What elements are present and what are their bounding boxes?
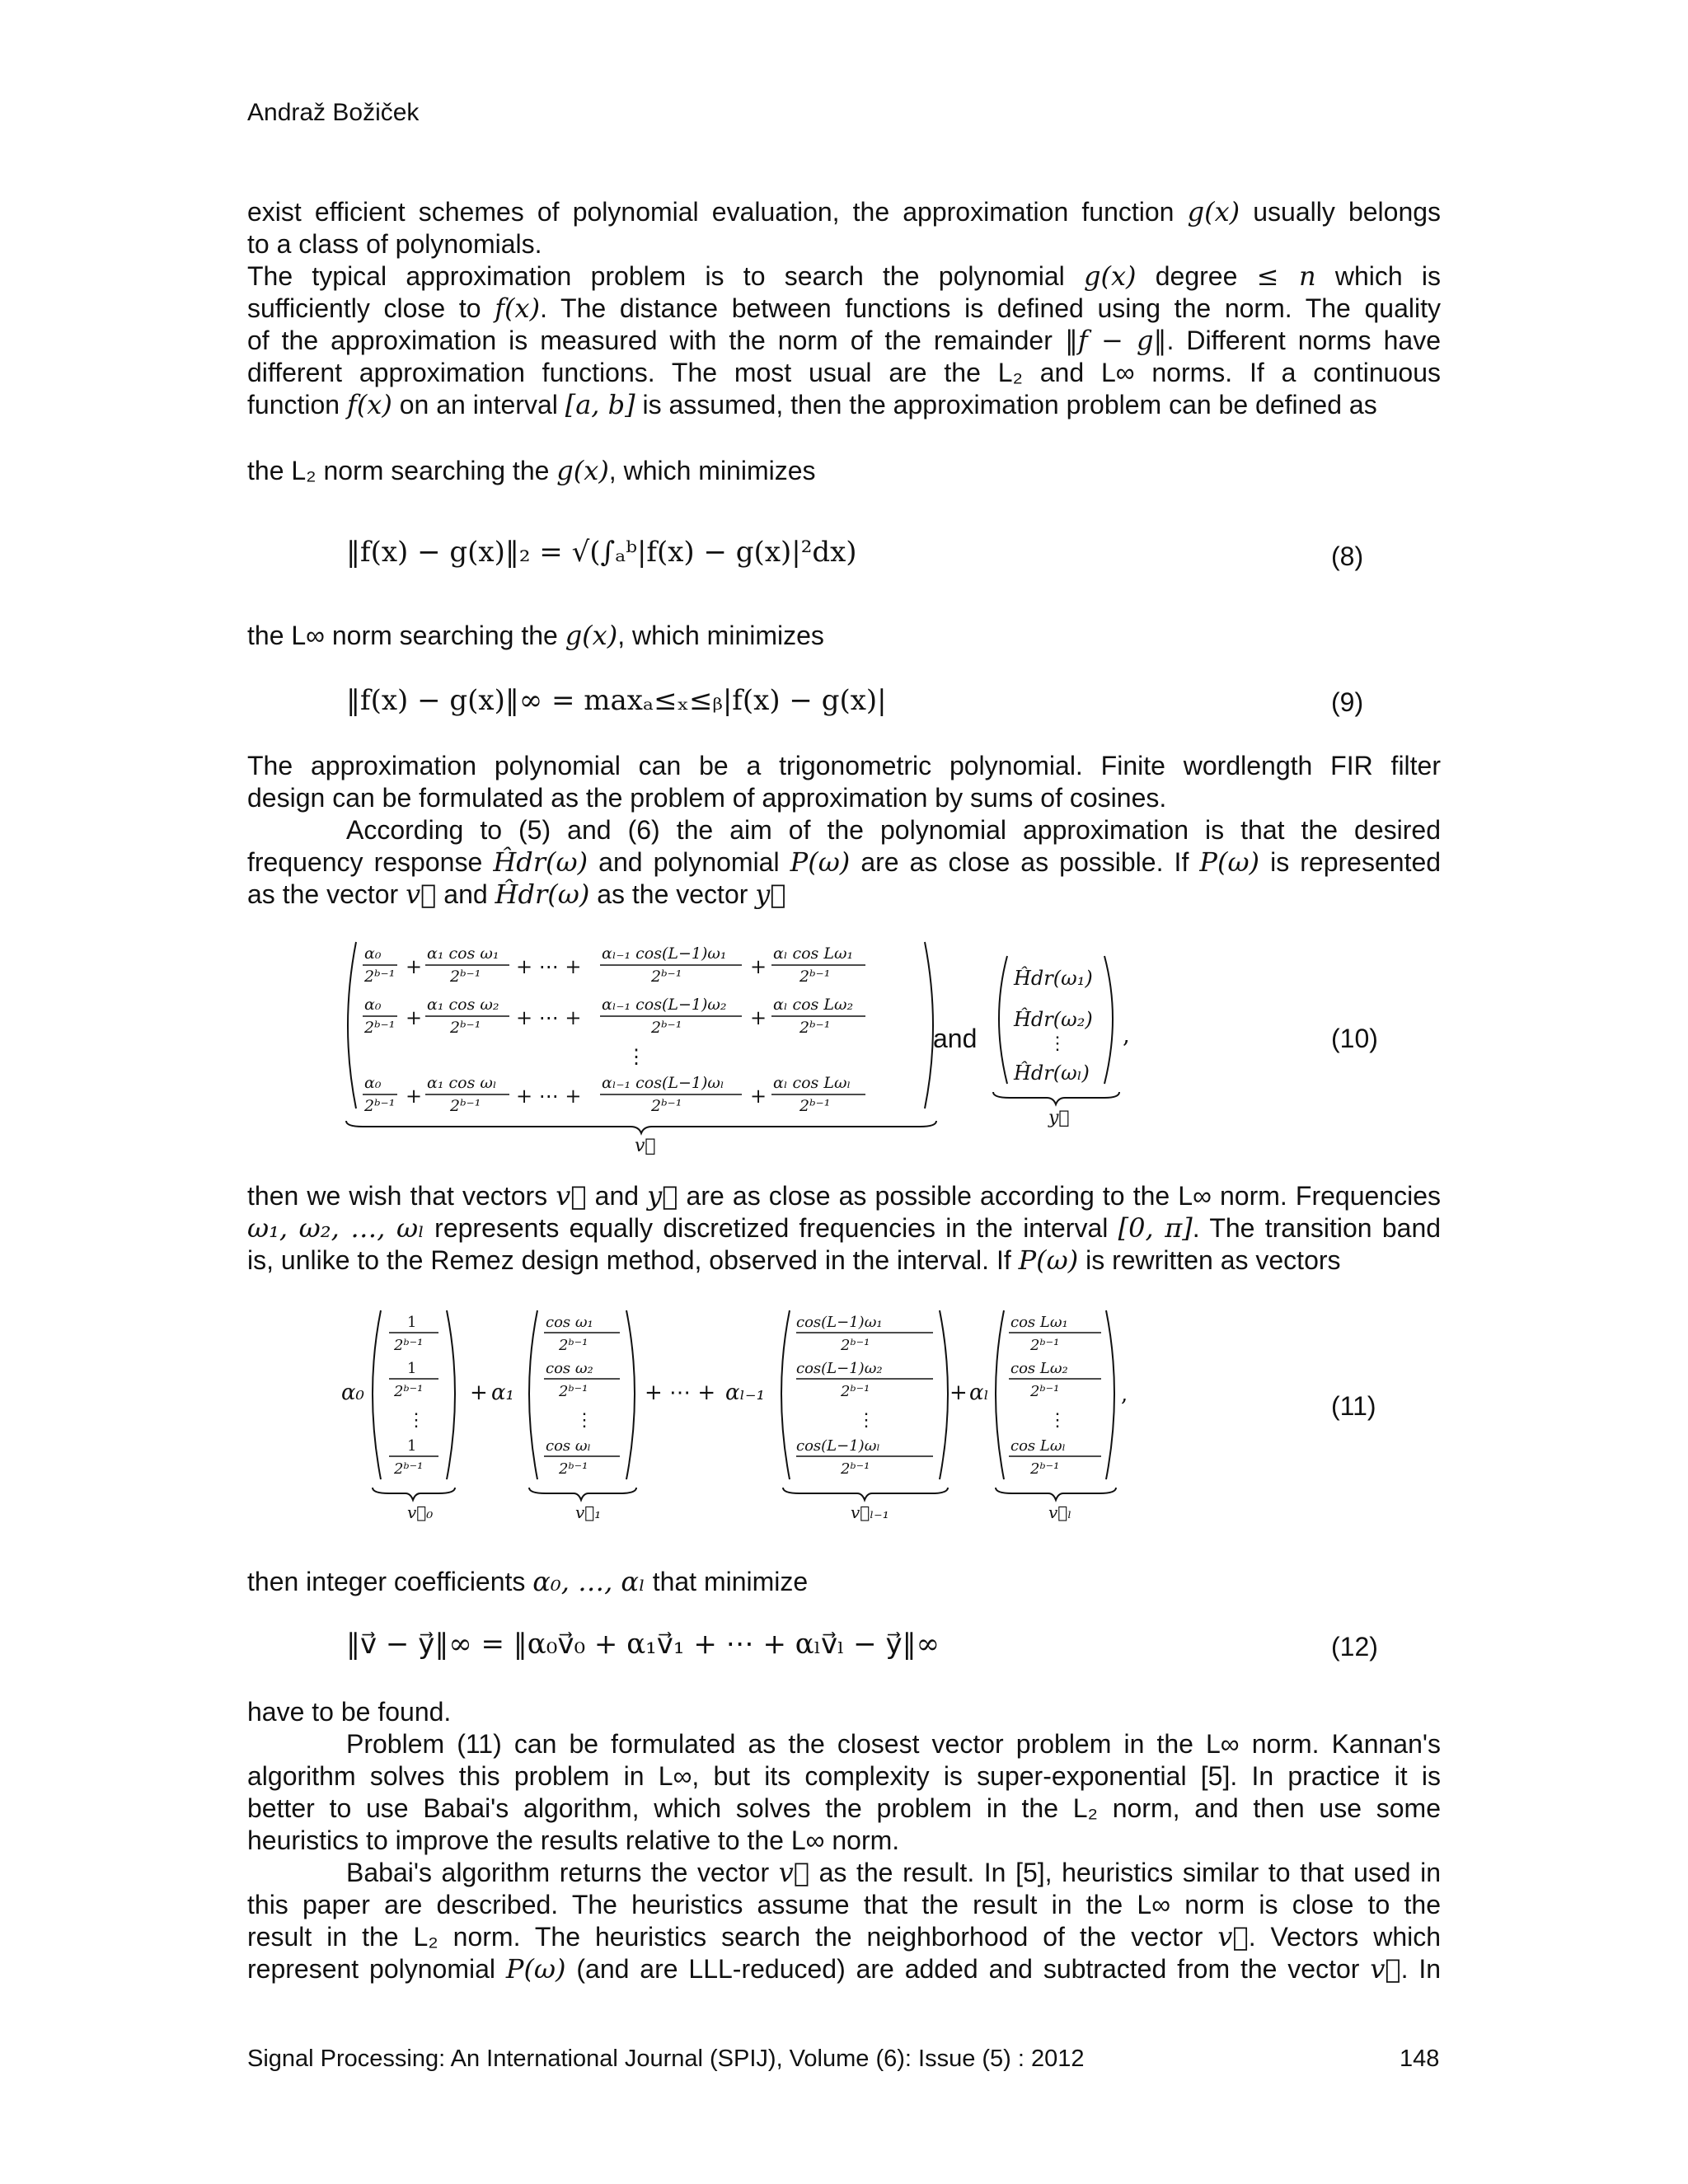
- svg-text:cos Lωₗ: cos Lωₗ: [1010, 1437, 1066, 1455]
- svg-text:v⃗₁: v⃗₁: [575, 1502, 602, 1522]
- equation-11-vectors: [338, 1302, 1129, 1525]
- text-line: as the vector v⃗ and Ĥdr(ω) as the vector y⃗: [247, 879, 786, 910]
- svg-text:cos ωₗ: cos ωₗ: [546, 1437, 591, 1455]
- svg-text:cos Lω₂: cos Lω₂: [1010, 1360, 1068, 1377]
- svg-text:2ᵇ⁻¹: 2ᵇ⁻¹: [394, 1337, 424, 1354]
- svg-text:2ᵇ⁻¹: 2ᵇ⁻¹: [1030, 1383, 1060, 1400]
- svg-text:2ᵇ⁻¹: 2ᵇ⁻¹: [651, 968, 682, 986]
- equation-number-10: (10): [1331, 1024, 1378, 1053]
- equation-number-9: (9): [1331, 687, 1364, 717]
- text-line: frequency response Ĥdr(ω) and polynomial P(ω) are as close as possible. If P(ω) is represented: [247, 846, 1442, 878]
- svg-text:2ᵇ⁻¹: 2ᵇ⁻¹: [841, 1460, 870, 1478]
- svg-text:+: +: [750, 955, 767, 978]
- svg-text:αₗ₋₁ cos(L−1)ω₂: αₗ₋₁ cos(L−1)ω₂: [602, 996, 727, 1014]
- svg-text:+ ⋯ +: + ⋯ +: [645, 1380, 716, 1405]
- svg-text:2ᵇ⁻¹: 2ᵇ⁻¹: [364, 1097, 396, 1115]
- svg-text:2ᵇ⁻¹: 2ᵇ⁻¹: [559, 1383, 588, 1400]
- text-line: Problem (11) can be formulated as the closest vector problem in the L∞ norm. Kannan's: [346, 1729, 1441, 1759]
- text-line: the L∞ norm searching the g(x), which minimizes: [247, 620, 824, 651]
- svg-text:2ᵇ⁻¹: 2ᵇ⁻¹: [651, 1097, 682, 1115]
- svg-text:α₀: α₀: [364, 1074, 382, 1092]
- svg-text:1: 1: [407, 1314, 417, 1331]
- text-line: result in the L₂ norm. The heuristics search the neighborhood of the vector v⃗. Vectors which: [247, 1921, 1442, 1952]
- svg-text:v⃗ₗ: v⃗ₗ: [1048, 1502, 1072, 1522]
- text-line: have to be found.: [247, 1697, 452, 1727]
- svg-text:v⃗: v⃗: [635, 1136, 656, 1156]
- svg-text:αₗ₋₁ cos(L−1)ω₁: αₗ₋₁ cos(L−1)ω₁: [602, 944, 727, 963]
- svg-text:+: +: [406, 1085, 423, 1108]
- svg-text:2ᵇ⁻¹: 2ᵇ⁻¹: [841, 1337, 870, 1354]
- text-line: better to use Babai's algorithm, which solves the problem in the L₂ norm, and then use some: [247, 1793, 1441, 1823]
- text-line: different approximation functions. The most usual are the L₂ and L∞ norms. If a continuous: [247, 358, 1441, 387]
- svg-text:2ᵇ⁻¹: 2ᵇ⁻¹: [450, 1019, 481, 1037]
- text-line: algorithm solves this problem in L∞, but its complexity is super-exponential [5]. In practice it is: [247, 1761, 1441, 1791]
- text-line: this paper are described. The heuristics assume that the result in the L∞ norm is close to the: [247, 1890, 1441, 1919]
- svg-text:2ᵇ⁻¹: 2ᵇ⁻¹: [394, 1460, 424, 1478]
- svg-text:+: +: [470, 1380, 488, 1405]
- svg-text:+: +: [750, 1006, 767, 1029]
- svg-text:+ ⋯ +: + ⋯ +: [516, 955, 582, 978]
- svg-text:cos(L−1)ωₗ: cos(L−1)ωₗ: [796, 1437, 880, 1455]
- svg-text:+: +: [406, 955, 423, 978]
- svg-text:+: +: [406, 1006, 423, 1029]
- svg-text:αₗ cos Lωₗ: αₗ cos Lωₗ: [773, 1074, 851, 1092]
- svg-text:2ᵇ⁻¹: 2ᵇ⁻¹: [1030, 1460, 1060, 1478]
- svg-text:⋮: ⋮: [1048, 1410, 1067, 1431]
- equation-number-12: (12): [1331, 1632, 1378, 1661]
- equation-10-and: and: [933, 1024, 978, 1053]
- svg-text:cos(L−1)ω₁: cos(L−1)ω₁: [796, 1314, 883, 1331]
- svg-text:2ᵇ⁻¹: 2ᵇ⁻¹: [799, 1097, 831, 1115]
- text-line: then we wish that vectors v⃗ and y⃗ are as close as possible according to the L∞ norm. Frequencies: [247, 1180, 1442, 1212]
- text-line: ω₁, ω₂, …, ωₗ represents equally discretized frequencies in the interval [0, π]. The transition band: [247, 1212, 1442, 1244]
- svg-text:α₁ cos ωₗ: α₁ cos ωₗ: [427, 1074, 497, 1092]
- svg-text:cos ω₂: cos ω₂: [546, 1360, 593, 1377]
- svg-text:+: +: [950, 1380, 968, 1405]
- svg-text:α₀: α₀: [364, 996, 382, 1014]
- text-line: sufficiently close to f(x). The distance between functions is defined using the norm. The quality: [247, 293, 1442, 324]
- text-line: of the approximation is measured with the norm of the remainder ‖f − g‖. Different norms have: [247, 325, 1442, 356]
- svg-text:α₁ cos ω₁: α₁ cos ω₁: [427, 944, 499, 963]
- svg-text:⋮: ⋮: [1048, 1033, 1067, 1054]
- text-line: According to (5) and (6) the aim of the polynomial approximation is that the desired: [346, 815, 1441, 845]
- text-line: function f(x) on an interval [a, b] is assumed, then the approximation problem can be defined as: [247, 389, 1377, 420]
- text-line: then integer coefficients α₀, …, αₗ that minimize: [247, 1566, 809, 1597]
- svg-text:cos ω₁: cos ω₁: [546, 1314, 593, 1331]
- text-line: The typical approximation problem is to search the polynomial g(x) degree ≤ n which is: [247, 260, 1442, 292]
- svg-text:1: 1: [407, 1360, 417, 1377]
- svg-text:⋮: ⋮: [407, 1410, 425, 1431]
- text-line: represent polynomial P(ω) (and are LLL-reduced) are added and subtracted from the vector v⃗. In: [247, 1953, 1442, 1985]
- svg-text:α₀: α₀: [364, 944, 382, 963]
- text-line: The approximation polynomial can be a trigonometric polynomial. Finite wordlength FIR filter: [247, 751, 1441, 780]
- svg-text:+ ⋯ +: + ⋯ +: [516, 1006, 582, 1029]
- svg-text:αₗ cos Lω₂: αₗ cos Lω₂: [773, 996, 854, 1014]
- svg-text:α₁: α₁: [491, 1380, 514, 1405]
- svg-text:,: ,: [1123, 1021, 1130, 1048]
- svg-text:α₁ cos ω₂: α₁ cos ω₂: [427, 996, 499, 1014]
- svg-text:2ᵇ⁻¹: 2ᵇ⁻¹: [559, 1460, 588, 1478]
- svg-text:2ᵇ⁻¹: 2ᵇ⁻¹: [394, 1383, 424, 1400]
- svg-text:cos Lω₁: cos Lω₁: [1010, 1314, 1068, 1331]
- svg-text:1: 1: [407, 1437, 417, 1455]
- svg-text:Ĥdr(ωₗ): Ĥdr(ωₗ): [1014, 1062, 1090, 1085]
- text-line: heuristics to improve the results relative to the L∞ norm.: [247, 1825, 900, 1855]
- svg-text:+ ⋯ +: + ⋯ +: [516, 1085, 582, 1108]
- text-line: exist efficient schemes of polynomial evaluation, the approximation function g(x) usually belongs: [247, 196, 1442, 227]
- svg-text:⋮: ⋮: [626, 1045, 646, 1068]
- svg-text:αₗ₋₁: αₗ₋₁: [725, 1380, 766, 1405]
- svg-text:2ᵇ⁻¹: 2ᵇ⁻¹: [364, 968, 396, 986]
- svg-text:v⃗ₗ₋₁: v⃗ₗ₋₁: [851, 1502, 889, 1522]
- text-line: design can be formulated as the problem of approximation by sums of cosines.: [247, 783, 1167, 813]
- svg-text:αₗ: αₗ: [969, 1380, 989, 1405]
- equation-number-8: (8): [1331, 541, 1364, 571]
- svg-text:⋮: ⋮: [575, 1410, 593, 1431]
- svg-text:2ᵇ⁻¹: 2ᵇ⁻¹: [364, 1019, 396, 1037]
- svg-text:2ᵇ⁻¹: 2ᵇ⁻¹: [841, 1383, 870, 1400]
- text-line: Babai's algorithm returns the vector v⃗ as the result. In [5], heuristics similar to that used in: [346, 1857, 1442, 1888]
- equation-10-matrix: [338, 935, 1129, 1158]
- svg-text:2ᵇ⁻¹: 2ᵇ⁻¹: [799, 1019, 831, 1037]
- running-header-author: Andraž Božiček: [247, 99, 420, 126]
- svg-text:Ĥdr(ω₂): Ĥdr(ω₂): [1014, 1008, 1093, 1031]
- svg-text:cos(L−1)ω₂: cos(L−1)ω₂: [796, 1360, 883, 1377]
- svg-text:2ᵇ⁻¹: 2ᵇ⁻¹: [450, 1097, 481, 1115]
- svg-text:αₗ cos Lω₁: αₗ cos Lω₁: [773, 944, 854, 963]
- equation-8: ‖f(x) − g(x)‖₂ = √(∫ₐᵇ|f(x) − g(x)|²dx): [346, 536, 857, 569]
- svg-text:Ĥdr(ω₁): Ĥdr(ω₁): [1014, 967, 1093, 990]
- svg-text:⋮: ⋮: [857, 1410, 875, 1431]
- svg-text:α₀: α₀: [341, 1380, 364, 1405]
- page-number: 148: [1400, 2046, 1440, 2072]
- equation-9: ‖f(x) − g(x)‖∞ = maxₐ≤ₓ≤ᵦ|f(x) − g(x)|: [346, 684, 887, 717]
- svg-text:,: ,: [1121, 1382, 1128, 1407]
- svg-text:+: +: [750, 1085, 767, 1108]
- text-line: the L₂ norm searching the g(x), which minimizes: [247, 455, 816, 486]
- svg-text:2ᵇ⁻¹: 2ᵇ⁻¹: [651, 1019, 682, 1037]
- footer-journal: Signal Processing: An International Journal (SPIJ), Volume (6): Issue (5) : 2012: [247, 2046, 1085, 2072]
- svg-text:v⃗₀: v⃗₀: [407, 1502, 434, 1522]
- equation-number-11: (11): [1331, 1391, 1376, 1421]
- svg-text:2ᵇ⁻¹: 2ᵇ⁻¹: [559, 1337, 588, 1354]
- text-line: is, unlike to the Remez design method, observed in the interval. If P(ω) is rewritten as vectors: [247, 1244, 1341, 1276]
- svg-text:2ᵇ⁻¹: 2ᵇ⁻¹: [1030, 1337, 1060, 1354]
- svg-text:αₗ₋₁ cos(L−1)ωₗ: αₗ₋₁ cos(L−1)ωₗ: [602, 1074, 724, 1092]
- svg-text:2ᵇ⁻¹: 2ᵇ⁻¹: [799, 968, 831, 986]
- svg-text:y⃗: y⃗: [1048, 1108, 1070, 1128]
- equation-12: ‖v⃗ − y⃗‖∞ = ‖α₀v⃗₀ + α₁v⃗₁ + ⋯ + αₗv⃗ₗ − y⃗‖∞: [346, 1628, 940, 1661]
- text-line: to a class of polynomials.: [247, 229, 542, 259]
- svg-text:2ᵇ⁻¹: 2ᵇ⁻¹: [450, 968, 481, 986]
